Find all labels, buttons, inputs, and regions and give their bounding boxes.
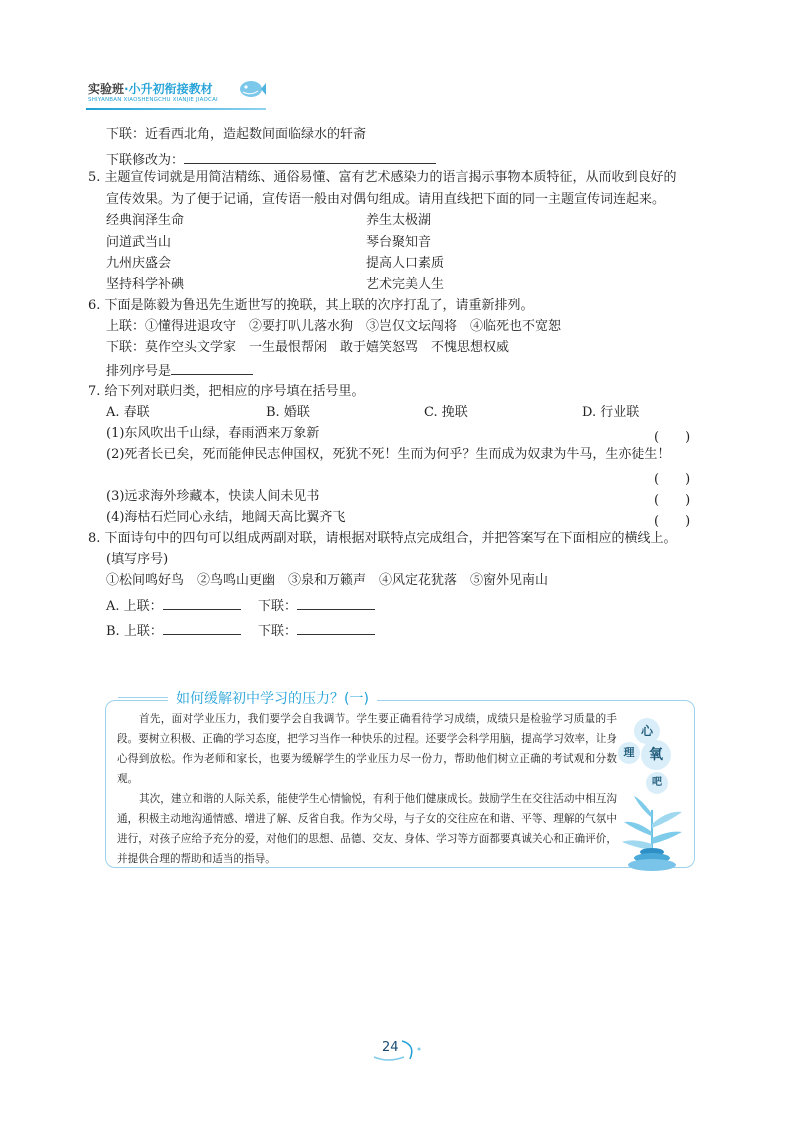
q5-right-item[interactable]: 养生太极湖 (366, 213, 432, 228)
tip-body (117, 709, 617, 869)
badge-char-4: 吧 (646, 772, 668, 794)
q5-right-item[interactable]: 琴台聚知音 (366, 235, 432, 250)
q6-answer-blank[interactable] (171, 361, 253, 375)
q7-item: (4)海枯石烂同心永结，地阔天高比翼齐飞 (106, 510, 346, 525)
q5-left-item[interactable]: 问道武当山 (106, 235, 172, 250)
tip-title: 如何缓解初中学习的压力？(一) (168, 688, 377, 708)
q8-a-lower-label: 下联： (258, 599, 298, 614)
series-subtitle: SHIYANBAN XIAOSHENGCHU XIANJIE JIAOCAI (88, 97, 218, 103)
q7-item: (2)死者长已矣，死而能伸民志伸国权，死犹不死！生而为何乎？生而成为奴隶为牛马，生亦徒生！ (106, 447, 671, 462)
q7-answer-paren[interactable]: ( ) (654, 514, 691, 529)
q4-line1: 下联：近看西北角，造起数间面临绿水的轩斋 (106, 127, 367, 142)
tip-title-rule-left (118, 697, 168, 698)
q8-b-upper-blank[interactable] (163, 621, 241, 635)
q6-lower: 下联：莫作空头文学家 一生最恨帮闲 敢于嬉笑怒骂 不愧思想权威 (106, 340, 510, 355)
q5-left-item[interactable]: 经典润泽生命 (106, 213, 185, 228)
q8-b-lower-label: 下联： (258, 624, 298, 639)
series-title-a: 实验班 (88, 82, 125, 96)
q7-item: (1)东风吹出千山绿，春雨洒来万象新 (106, 426, 320, 441)
q5-line2: 宣传效果。为了便于记诵，宣传语一般由对偶句组成。请用直线把下面的同一主题宣传词连起来。 (106, 192, 666, 207)
badge-char-3: 氧 (641, 740, 671, 770)
tip-paragraph-1: 首先，面对学业压力，我们要学会自我调节。学生要正确看待学习成绩，成绩只是检验学习质量的手段。要树立积极、正确的学习态度，把学习当作一种快乐的过程。还要学会科学用脑，提高学习效率，让身心得到放松。作为老师和家长，也要为缓解学生的学业压力尽一份力，帮助他们树立正确的考试观和分数观。 (117, 713, 617, 785)
series-title (88, 80, 213, 97)
q6-order-label: 排列序号是 (106, 364, 172, 379)
q7-item: (3)远求海外珍藏本，快读人间未见书 (106, 489, 320, 504)
q5-line1: 5. 主题宣传词就是用简洁精练、通俗易懂、富有艺术感染力的语言揭示事物本质特征，从而收到良好的 (88, 170, 677, 185)
q6-upper: 上联：①懂得进退攻守 ②要打叭儿落水狗 ③岂仅文坛闯将 ④临死也不宽恕 (106, 319, 562, 334)
q8-a-upper (106, 596, 241, 615)
fish-logo-icon (238, 78, 266, 100)
q8-b-upper (106, 621, 241, 640)
q6-line1: 6. 下面是陈毅为鲁迅先生逝世写的挽联，其上联的次序打乱了，请重新排列。 (88, 298, 534, 313)
q8-b-lower (258, 621, 375, 640)
q7-answer-paren[interactable]: ( ) (654, 472, 691, 487)
page-number-text: 24 (382, 1040, 399, 1055)
q7-answer-paren[interactable]: ( ) (654, 430, 691, 445)
q7-option: A. 春联 (106, 405, 150, 420)
header-rule (86, 108, 266, 110)
q8-line1: 8. 下面诗句中的四句可以组成两副对联，请根据对联特点完成组合，并把答案写在下面相应的横线上。 (88, 531, 677, 546)
q8-a-lower (258, 596, 375, 615)
q8-a-lower-blank[interactable] (297, 596, 375, 610)
badge-char-1: 心 (634, 718, 660, 744)
q6-order (106, 361, 253, 380)
tip-paragraph-2: 其次，建立和谐的人际关系，能使学生心情愉悦，有利于他们健康成长。鼓励学生在交往活动中相互沟通，积极主动地沟通情感、增进了解、反省自我。作为父母，与子女的交往应在和谐、平等、理解的气氛中进行，对孩子应给予充分的爱，对他们的思想、品德、交友、身体、学习等方面都要真诚关心和正确评价，并提供合理的帮助和适当的指导。 (117, 793, 617, 865)
q7-option: C. 挽联 (424, 405, 468, 420)
q5-right-item[interactable]: 提高人口素质 (366, 256, 445, 271)
q8-line2: (填写序号) (106, 552, 169, 567)
page-number (372, 1037, 428, 1063)
q5-right-item[interactable]: 艺术完美人生 (366, 277, 445, 292)
q8-b-lower-blank[interactable] (297, 621, 375, 635)
series-title-sep: · (124, 82, 129, 96)
q7-option: D. 行业联 (582, 405, 640, 420)
q5-left-item[interactable]: 九州庆盛会 (106, 256, 172, 271)
q5-left-item[interactable]: 坚持科学补碘 (106, 277, 185, 292)
q4-line2 (106, 150, 436, 169)
q7-option: B. 婚联 (266, 405, 310, 420)
series-title-b: 小升初衔接教材 (128, 82, 213, 96)
plant-illustration-icon (616, 792, 688, 874)
q7-answer-paren[interactable]: ( ) (654, 493, 691, 508)
q4-answer-blank[interactable] (184, 150, 436, 164)
series-header (86, 80, 286, 112)
q4-line2-text: 下联修改为： (106, 153, 185, 168)
q8-a-upper-label: A. 上联： (106, 599, 163, 614)
badge-char-2: 理 (618, 742, 640, 764)
q7-line1: 7. 给下列对联归类，把相应的序号填在括号里。 (88, 384, 365, 399)
q8-b-upper-label: B. 上联： (106, 624, 163, 639)
q8-a-upper-blank[interactable] (163, 596, 241, 610)
q8-line3: ①松间鸣好鸟 ②鸟鸣山更幽 ③泉和万籁声 ④风定花犹落 ⑤窗外见南山 (106, 573, 549, 588)
page-number-swirl-icon (372, 1037, 428, 1063)
